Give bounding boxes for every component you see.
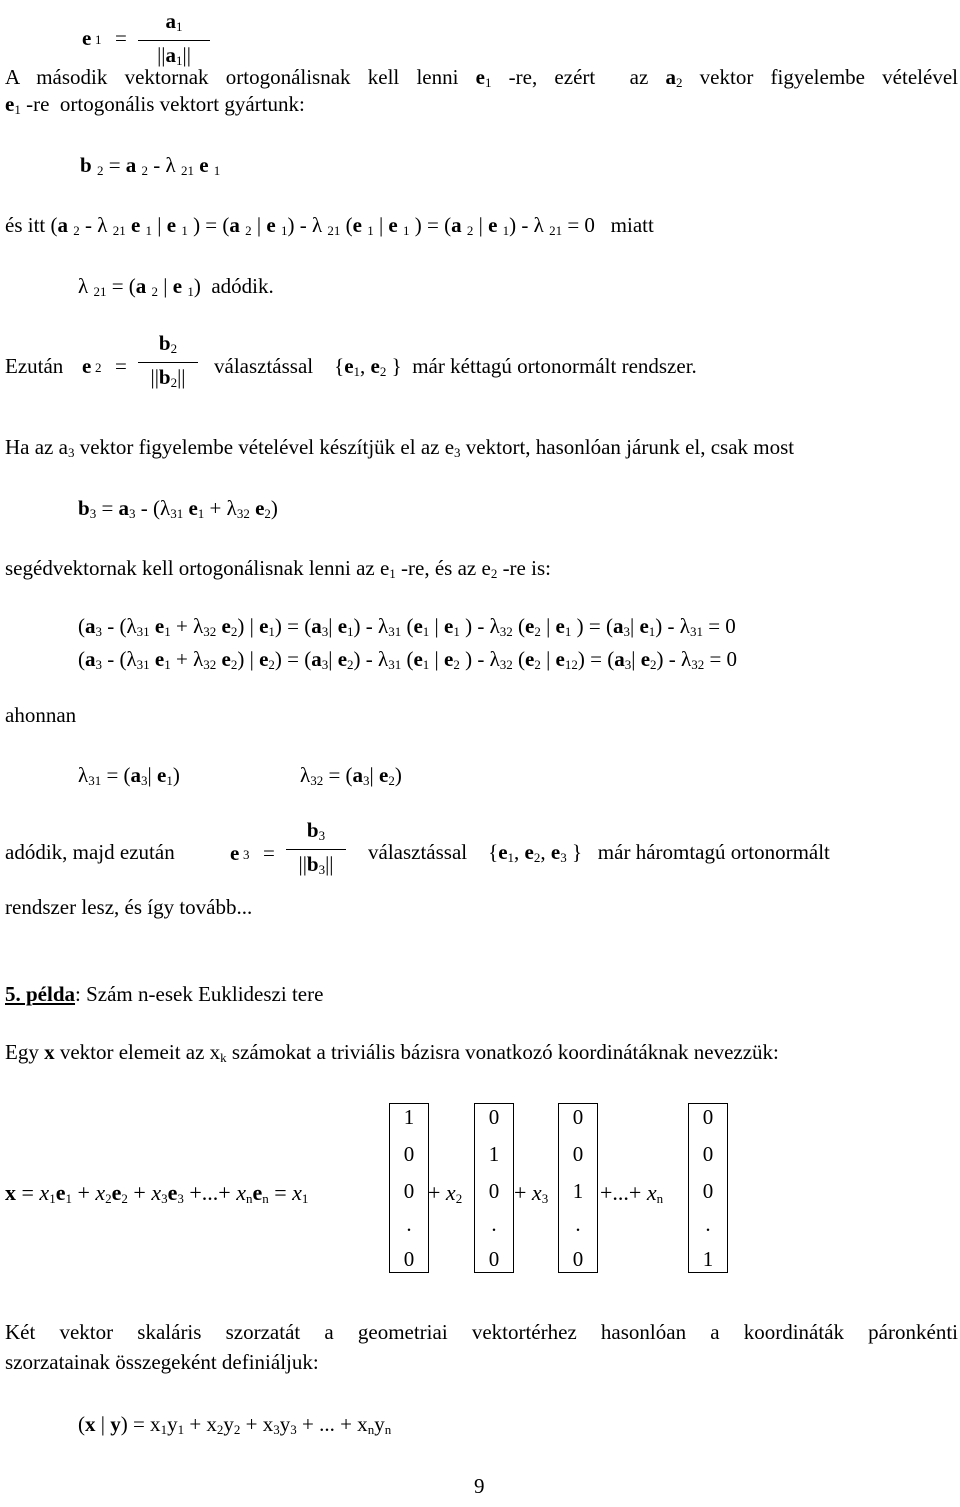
basis-vector-en: 0 0 0 . 1 <box>688 1103 728 1273</box>
plus-x3: + x3 <box>514 1180 549 1206</box>
equation-orth-2: (a3 - (λ31 e1 + λ32 e2) | e2) = (a3| e2) - λ31 (e1 | e2 ) - λ32 (e2 | e12) = (a3| e2) - λ32 = 0 <box>78 647 738 672</box>
equation-lambda31: λ31 = (a3| e1) <box>78 763 180 788</box>
equation-b2: b 2 = a 2 - λ 21 e 1 <box>80 153 221 178</box>
equation-scalar-product: (x | y) = x1y1 + x2y2 + x3y3 + ... + xnyn <box>78 1412 392 1437</box>
paragraph-orthogonal: A második vektornak ortogonálisnak kell lenni e1 -re, ezért az a2 vektor figyelembe vételével <box>5 65 958 90</box>
adodik-choice: választással {e1, e2, e3 } már háromtagú ortonormált <box>368 840 830 865</box>
ezutan-choice: választással {e1, e2 } már kéttagú ortonormált rendszer. <box>214 354 697 379</box>
equation-and-here: és itt (a 2 - λ 21 e 1 | e 1 ) = (a 2 | e 1) - λ 21 (e 1 | e 1 ) = (a 2 | e 1) - λ 21 = 0 miatt <box>5 213 654 238</box>
paragraph-helper: segédvektornak kell ortogonálisnak lenni az e1 -re, és az e2 -re is: <box>5 556 551 581</box>
equation-orth-1: (a3 - (λ31 e1 + λ32 e2) | e1) = (a3| e1) - λ31 (e1 | e1 ) - λ32 (e2 | e1 ) = (a3| e1) - λ31 = 0 <box>78 614 736 639</box>
paragraph-coordinates: Egy x vektor elemeit az xk számokat a triviális bázisra vonatkozó koordinátáknak nevezzük: <box>5 1040 779 1065</box>
adodik-label: adódik, majd ezután <box>5 840 175 864</box>
equation-b3: b3 = a3 - (λ31 e1 + λ32 e2) <box>78 496 278 521</box>
ahonnan-label: ahonnan <box>5 703 77 727</box>
paragraph-scalar-product-line2: szorzatainak összegeként definiáljuk: <box>5 1350 319 1374</box>
basis-vector-e1: 1 0 0 . 0 <box>389 1103 429 1273</box>
paragraph-orthogonal-line2: e1 -re ortogonális vektort gyártunk: <box>5 92 305 117</box>
ezutan-label: Ezután <box>5 354 64 378</box>
paragraph-a3: Ha az a3 vektor figyelembe vételével készítjük el az e3 vektort, hasonlóan járunk el, csak most <box>5 435 795 460</box>
paragraph-scalar-product: Két vektor skaláris szorzatát a geometriai vektortérhez hasonlóan a koordináták páronkénti <box>5 1320 958 1344</box>
coordinate-expansion: x = x1e1 + x2e2 + x3e3 +...+ xnen = x1 <box>5 1180 309 1206</box>
example-heading: 5. példa: Szám n-esek Euklideszi tere <box>5 982 324 1006</box>
adodik-line2: rendszer lesz, és így tovább... <box>5 895 253 919</box>
plus-x2: + x2 <box>428 1180 463 1206</box>
miatt-label: miatt <box>610 213 654 237</box>
plus-xn: +...+ xn <box>600 1180 664 1206</box>
basis-vector-e3: 0 0 1 . 0 <box>558 1103 598 1273</box>
equation-lambda21: λ 21 = (a 2 | e 1) adódik. <box>78 274 274 299</box>
equation-lambda32: λ32 = (a3| e2) <box>300 763 402 788</box>
basis-vector-e2: 0 1 0 . 0 <box>474 1103 514 1273</box>
page-number: 9 <box>474 1474 485 1498</box>
